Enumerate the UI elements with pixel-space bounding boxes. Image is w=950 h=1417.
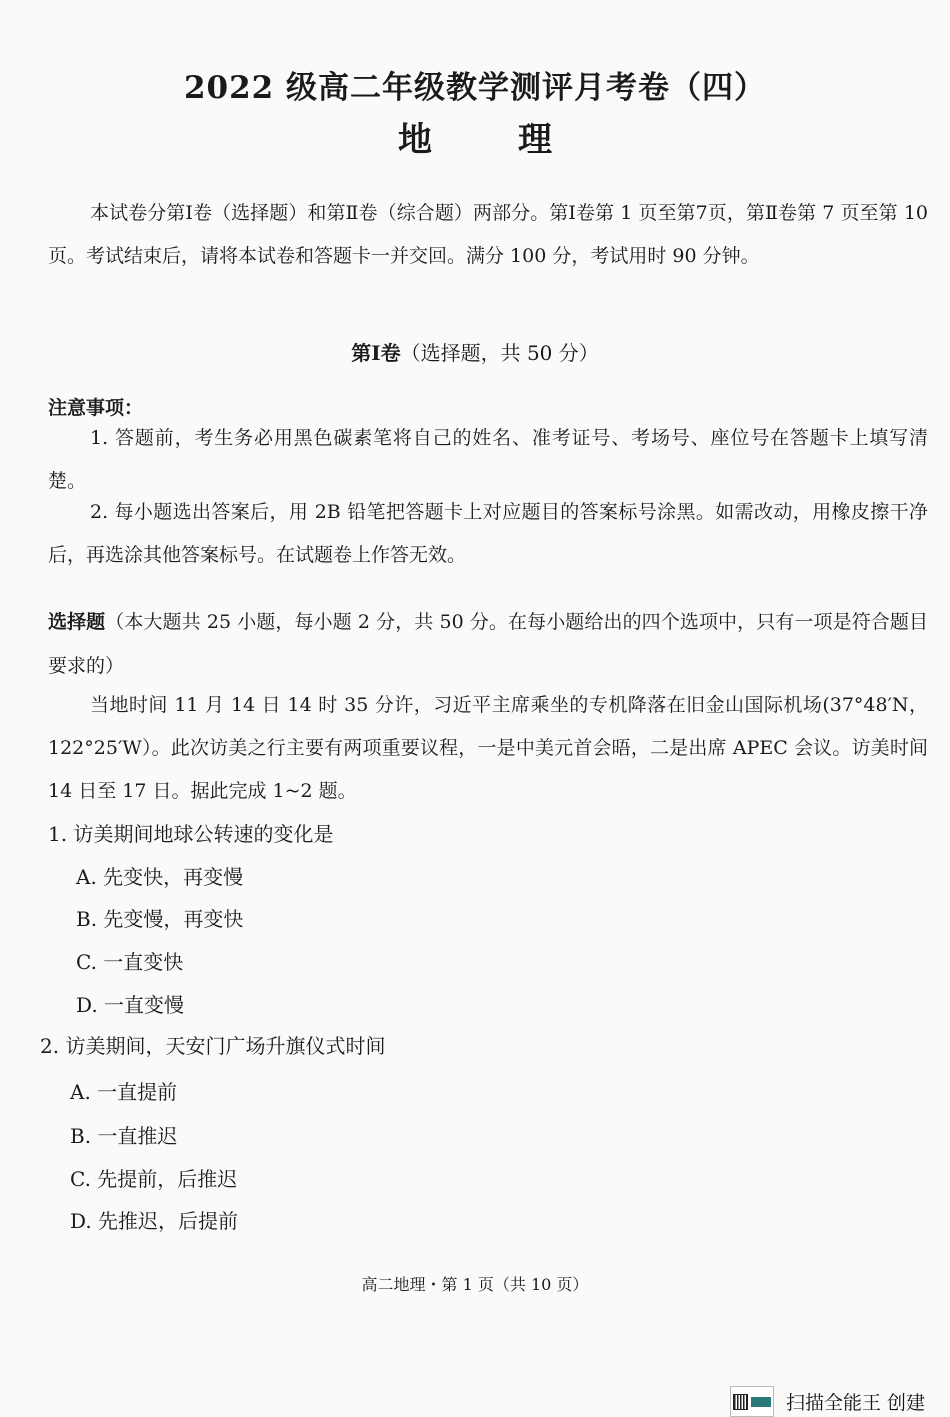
section-title (0, 337, 950, 366)
question-2: 2. 访美期间，天安门广场升旗仪式时间 (40, 1034, 386, 1058)
multiple-choice-heading (48, 600, 928, 688)
qr-code-glyph (733, 1394, 748, 1410)
section-title-bold: 第Ⅰ卷 (351, 341, 401, 365)
question-1: 1. 访美期间地球公转速的变化是 (48, 822, 334, 846)
notice-item: 1. 答题前，考生务必用黑色碳素笔将自己的姓名、准考证号、考场号、座位号在答题卡上填写清楚。 (48, 427, 928, 492)
exam-title: 2022 级高二年级教学测评月考卷（四） (183, 70, 767, 106)
question-2-option-b: B. 一直推迟 (70, 1124, 178, 1148)
question-1-option-b: B. 先变慢，再变快 (76, 907, 244, 931)
question-1-option-a: A. 先变快，再变慢 (76, 865, 244, 889)
page-footer: 高二地理・第 1 页（共 10 页） (361, 1275, 589, 1294)
question-2-option-a: A. 一直提前 (70, 1080, 178, 1104)
scanner-app-qr-icon (730, 1386, 774, 1417)
scanner-watermark-text: 扫描全能王 创建 (786, 1392, 926, 1414)
scanner-watermark (730, 1386, 950, 1417)
intro-paragraph: 本试卷分第Ⅰ卷（选择题）和第Ⅱ卷（综合题）两部分。第Ⅰ卷第 1 页至第7页，第Ⅱ卷第 7 页至第 10 页。考试结束后，请将本试卷和答题卡一并交回。满分 100 分，考试用时 90 分钟。 (48, 202, 928, 267)
question-2-option-d: D. 先推迟，后提前 (70, 1209, 239, 1233)
subject-title: 地 理 (398, 120, 578, 160)
question-1-option-d: D. 一直变慢 (76, 993, 185, 1017)
scanner-logo-tag (751, 1397, 771, 1407)
question-stem: 当地时间 11 月 14 日 14 时 35 分许，习近平主席乘坐的专机降落在旧金山国际机场(37°48′N，122°25′W）。此次访美之行主要有两项重要议程，一是中美元首会晤，二是出席 APEC 会议。访美时间 14 日至 17 日。据此完成 1~2 题。 (48, 694, 928, 802)
question-1-option-c: C. 一直变快 (76, 950, 184, 974)
multiple-choice-instructions: （本大题共 25 小题，每小题 2 分，共 50 分。在每小题给出的四个选项中，只有一项是符合题目要求的） (48, 611, 928, 677)
multiple-choice-label: 选择题 (48, 611, 106, 633)
notice-item: 2. 每小题选出答案后，用 2B 铅笔把答题卡上对应题目的答案标号涂黑。如需改动，用橡皮擦干净后，再选涂其他答案标号。在试题卷上作答无效。 (48, 501, 928, 566)
question-2-option-c: C. 先提前，后推迟 (70, 1167, 238, 1191)
notice-heading: 注意事项： (48, 397, 144, 419)
section-title-rest: （选择题，共 50 分） (400, 341, 599, 365)
